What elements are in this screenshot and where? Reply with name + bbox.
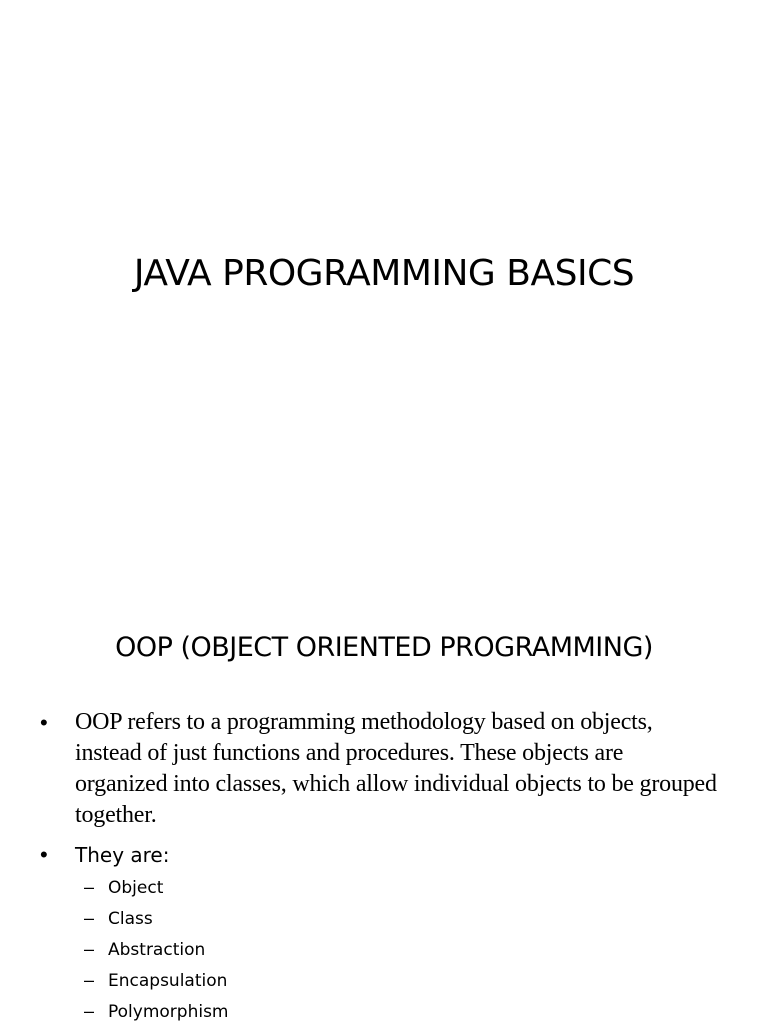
bullet-text: OOP refers to a programming methodology based on objects, instead of just functions and procedures. These objects are organized into classes, which allow individual objects to be grouped together.: [75, 709, 717, 828]
list-item: [84, 903, 229, 934]
dash-marker: –: [84, 970, 95, 990]
list-item: [84, 965, 229, 996]
dash-marker: –: [84, 908, 95, 928]
list-item-label: Class: [108, 908, 153, 929]
oop-concepts-list: [84, 872, 229, 1027]
bullet-marker: •: [40, 710, 48, 735]
bullet-item-they-are: [40, 840, 720, 870]
bullet-text: They are:: [75, 843, 170, 867]
bullet-marker: •: [40, 842, 48, 867]
list-item: [84, 996, 229, 1027]
list-item-label: Object: [108, 877, 164, 898]
list-item: [84, 934, 229, 965]
list-item-label: Polymorphism: [108, 1001, 229, 1022]
oop-slide: [0, 576, 768, 1024]
dash-marker: –: [84, 939, 95, 959]
dash-marker: –: [84, 877, 95, 897]
list-item-label: Abstraction: [108, 939, 206, 960]
slide-title: JAVA PROGRAMMING BASICS: [133, 253, 635, 294]
dash-marker: –: [84, 1001, 95, 1021]
bullet-item-definition: [40, 707, 720, 831]
list-item-label: Encapsulation: [108, 970, 228, 991]
slide-heading: OOP (OBJECT ORIENTED PROGRAMMING): [115, 632, 653, 663]
list-item: [84, 872, 229, 903]
